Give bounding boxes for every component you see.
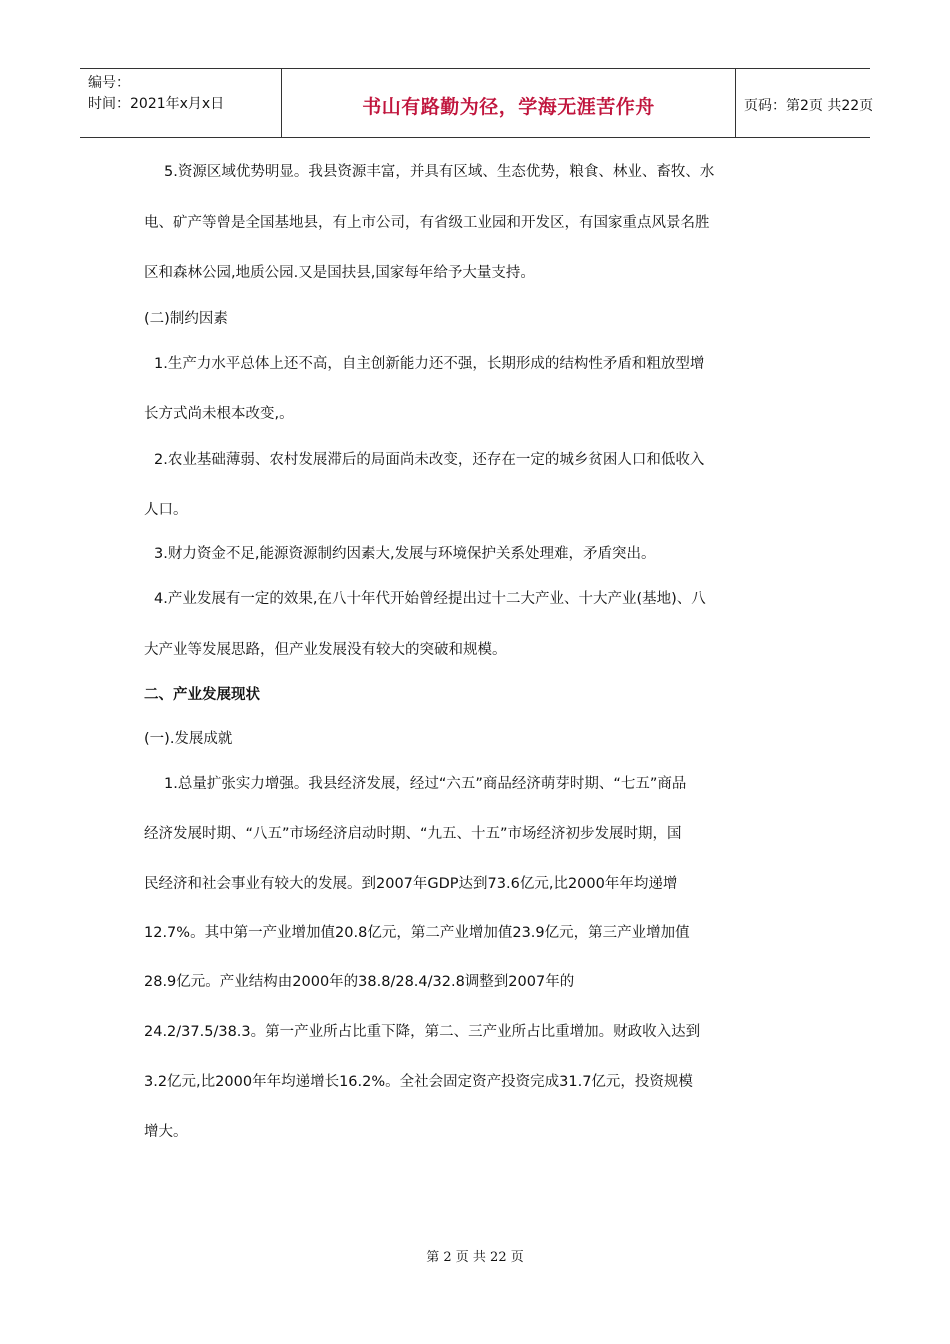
section-heading: 二、产业发展现状 — [144, 687, 260, 703]
paragraph-line: 区和森林公园,地质公园.又是国扶县,国家每年给予大量支持。 — [144, 265, 535, 281]
section-subheading: (一).发展成就 — [144, 731, 233, 747]
paragraph-line: 24.2/37.5/38.3。第一产业所占比重下降，第二、三产业所占比重增加。财政收入达到 — [144, 1024, 701, 1040]
section-subheading: (二)制约因素 — [144, 311, 228, 327]
paragraph-line: 3.财力资金不足,能源资源制约因素大,发展与环境保护关系处理难，矛盾突出。 — [154, 546, 656, 562]
paragraph-line: 电、矿产等曾是全国基地县，有上市公司，有省级工业园和开发区，有国家重点风景名胜 — [144, 215, 710, 231]
paragraph-line: 1.生产力水平总体上还不高，自主创新能力还不强，长期形成的结构性矛盾和粗放型增 — [154, 356, 705, 372]
header-left-cell — [80, 69, 282, 137]
document-date-label: 时间：2021年x月x日 — [88, 96, 225, 112]
paragraph-line: 3.2亿元,比2000年年均递增长16.2%。全社会固定资产投资完成31.7亿元，投资规模 — [144, 1074, 693, 1090]
paragraph-line: 民经济和社会事业有较大的发展。到2007年GDP达到73.6亿元,比2000年年均递增 — [144, 876, 678, 892]
paragraph-line: 经济发展时期、“八五”市场经济启动时期、“九五、十五”市场经济初步发展时期，国 — [144, 826, 682, 842]
paragraph-line: 4.产业发展有一定的效果,在八十年代开始曾经提出过十二大产业、十大产业(基地)、八 — [154, 591, 706, 607]
paragraph-line: 长方式尚未根本改变,。 — [144, 406, 294, 422]
header-page-cell — [736, 69, 874, 137]
paragraph-line: 5.资源区域优势明显。我县资源丰富，并具有区域、生态优势，粮食、林业、畜牧、水 — [164, 164, 715, 180]
paragraph-line: 12.7%。其中第一产业增加值20.8亿元，第二产业增加值23.9亿元，第三产业增加值 — [144, 925, 690, 941]
document-header — [80, 68, 874, 138]
header-motto-cell — [282, 69, 736, 137]
paragraph-line: 人口。 — [144, 502, 188, 518]
paragraph-line: 2.农业基础薄弱、农村发展滞后的局面尚未改变，还存在一定的城乡贫困人口和低收入 — [154, 452, 705, 468]
header-motto: 书山有路勤为径，学海无涯苦作舟 — [362, 95, 655, 118]
header-page-label: 页码：第2页 共22页 — [744, 98, 874, 114]
paragraph-line: 28.9亿元。产业结构由2000年的38.8/28.4/32.8调整到2007年的 — [144, 974, 575, 990]
paragraph-line: 大产业等发展思路，但产业发展没有较大的突破和规模。 — [144, 642, 507, 658]
paragraph-line: 增大。 — [144, 1124, 188, 1140]
document-number-label: 编号： — [88, 75, 130, 91]
paragraph-line: 1.总量扩张实力增强。我县经济发展，经过“六五”商品经济萌芽时期、“七五”商品 — [164, 776, 687, 792]
page-footer: 第 2 页 共 22 页 — [426, 1250, 524, 1265]
